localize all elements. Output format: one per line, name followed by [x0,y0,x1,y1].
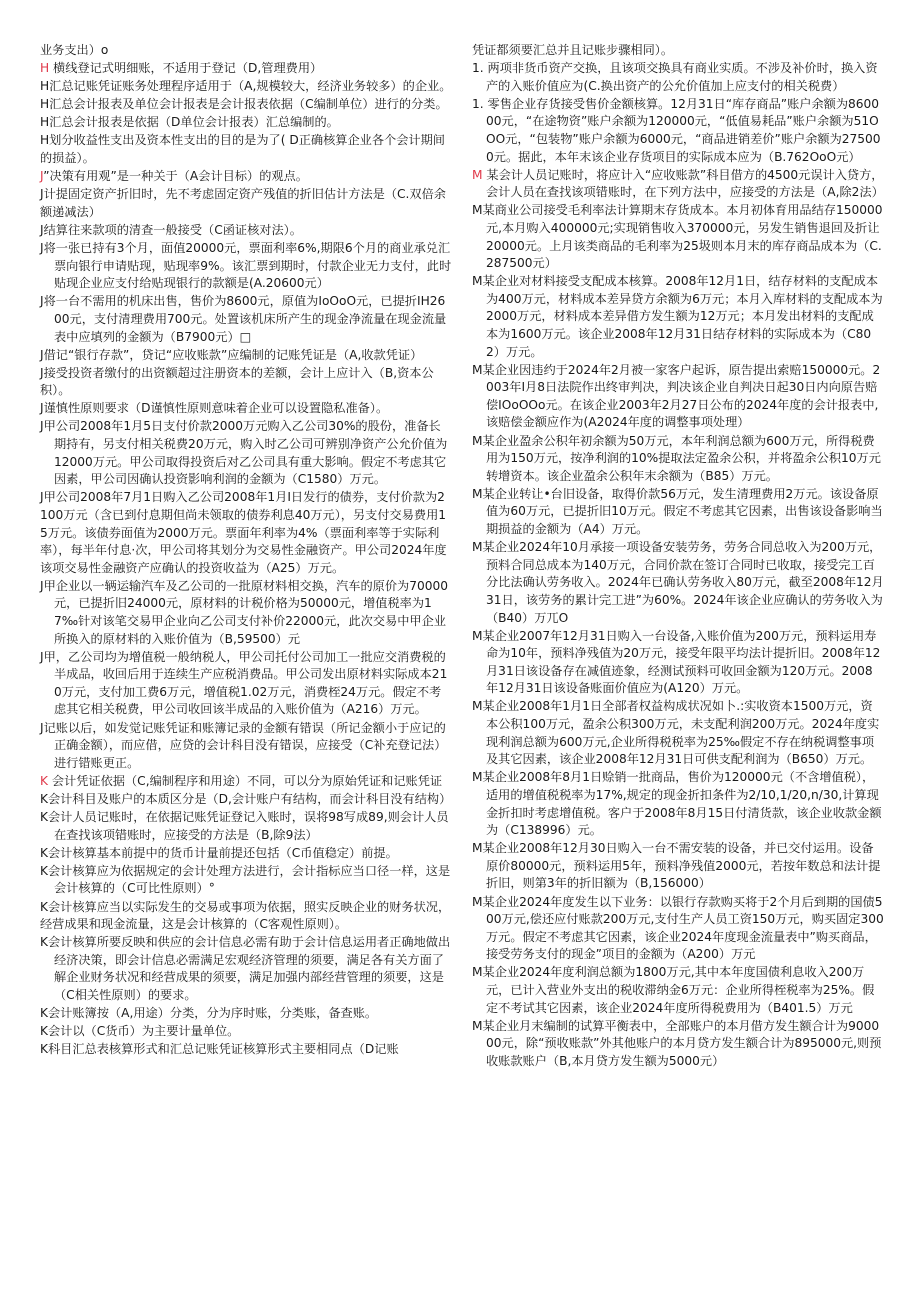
list-number: 1. [472,96,484,111]
entry-l21: K会计人员记账时，在依据记账凭证登记入账时，误将98写成89,则会计人员在查找该项错账时，应接受的方法是（B,除9法） [40,810,449,842]
entry-l23: K会计核算应为依据规定的会计处理方法进行，会计指标应当口径一样，这是会计核算的（C可比性原则）° [40,863,451,896]
entry-r15: M某企业2024年度利润总额为1800万元,其中本年度国债利息收入200万元，已计入营业外支出的税收滞纳金6万元：企业所得桎税率为25%。假定不考试其它因素，该企业2024年度所得税费用为（B401.5）万元 [472,965,875,1015]
entry-l3: H汇总会计报表及单位会计报表是会计报表依据（C编制单位）进行的分类。 [40,97,448,112]
entry-r0: 凭证都须要汇总并且记账步骤相同）。 [472,43,674,57]
entry-r13: M某企业2008年12月30日购入一台不需安装的设备，并已交付运用。设备原价80000元，预料运用5年，预料净残值2000元，若按年数总和法计提折旧，则第3年的折旧额为（B,156000） [472,841,881,891]
entry-l13: J谨慎性原则要求（D谨慎性原则意味着企业可以设置隐私准备）。 [40,401,389,416]
entry-r7: M某企业盈余公积年初余额为50万元，本年利润总额为600万元，所得税费用为150万元，按净利润的10%提取法定盈余公积，并将盈余公积10万元转增资本。该企业盈余公积年末余额为（B85）万元。 [472,433,881,483]
entry-r2: 1. 零售企业存货接受售价金额核算。12月31日“库存商品”账户余额为860000元，“在途物资”账户余额为120000元，“低值易耗品”账户余额为51OOO元，“包装物”账户余额为6000元，“商品进销差价”账户余额为275000元。据此，本年末该企业存货项目的实际成本应为（B.762OoO元） [472,96,881,164]
entry-r10: M某企业2007年12月31日购入一台设备,入账价值为200万元，预料运用寿命为10年，预料净残值为20万元，接受年限平均法计提折旧。2008年12月31日该设备存在减值迹象，经测试预料可收回金额为120万元。2008年12月31日该设备账面价值应为(A120）万元。 [472,628,881,696]
entry-l4: H汇总会计报表是依据（D单位会计报表）汇总编制的。 [40,115,339,130]
entry-r1: 1. 两项非货币资产交换，且该项交换具有商业实质。不涉及补价时，换入资产的入账价值应为(C.换出资产的公允价值加上应支付的相关税费） [472,61,878,93]
entry-r11: M某企业2008年1月1日全部者权益构成状况如卜.:实收资本1500万元，资本公积100万元，盈余公积300万元，未支配利润200万元。2024年度实现利润总额为600万元,企业所得税税率为25‰假定不存在纳税调整事项及其它因素，该企业2008年12月31日可供支配利润为（B650）万元。 [472,699,880,767]
entry-r16: M某企业月末编制的试算平衡表中，全部账户的本月借方发生额合计为900000元，除“预收账款”外其他账户的本月贷方发生额合计为895000元,则预收账款账户（B,本月贷方发生额为5000元） [472,1018,882,1068]
entry-l17: J甲，乙公司均为增值税一般纳税人，甲公司托付公司加工一批应交消费税的半成品，收回后用于连续生产应税消费品。甲公司发出原材料实际成本210万元，支付加工费6万元，增值税1.02万元，消费桎24万元。假定不考虑其它相关税费，甲公司收回该半成品的入账价值为（A216）万元。 [40,649,448,717]
entry-r6: M某企业因违约于2024年2月被一家客户起诉，原告提出索赔150000元。2003年I月8日法院作出终审判决，判决该企业自判决日起30日内向原告赔偿IOoOOo元。在该企业2003年2月27日公布的2024年度的会计报表中,该赔偿金额应作为(A2024年度的调整事项处理） [472,362,881,430]
left-column [40,42,452,1059]
entry-l16: J甲企业以一辆运输汽车及乙公司的一批原材料相交换，汽车的原价为70000元，已提折旧24000元，原材料的计税价格为50000元，增值税率为17‰针对该笔交易甲企业向乙公司支付补价22000元，此次交易中甲企业所换入的原材料的入账价值为（B,59500）元 [40,578,448,646]
entry-l28: K科目汇总表核算形式和汇总记账凭证核算形式主要相同点（D记账 [40,1042,399,1057]
section-letter-marker: H [40,61,50,76]
entry-l15: J甲公司2008年7月1日购入乙公司2008年1月I日发行的债券，支付价款为2100万元（含已到付息期但尚未领取的债券利息40万元），另支付交易费用15万元。该债券面值为2000万元。票面年利率为4%（票面利率等于实际利率），每半年付息·次，甲公司将其划分为交易性金融资产。甲公司2024年度该项交易性金融资产应确认的投资收益为（A25）万元。 [40,490,447,575]
entry-r5: M某企业对材料接受支配成本核算。2008年12月1日，结存材料的支配成本为400万元，材料成本差异贷方余额为6万元；本月入库材料的支配成本为2000万元，材料成本差异借方发生额为12万元；本月发出材料的支配成本为1600万元。该企业2008年12月31日结存材料的实际成本为（C802）万元。 [472,274,883,359]
list-number: 1. [472,61,484,76]
entry-r9: M某企业2024年10月承接一项设备安装劳务，劳务合同总收入为200万元，预料合同总成本为140万元，合同价款在签订合同时已收取，接受完工百分比法确认劳务收入。2024年已确认劳务收入80万元，截至2008年12月31日，该劳务的累计完工进”为60%。2024年该企业应确认的劳务收入为（B40）万兀O [472,540,884,625]
entry-l6: J”决策有用观”是一种关于（A会计目标）的观点。 [40,169,308,184]
section-letter-marker: K [40,773,48,788]
entry-l12: J接受投资者缴付的出资额超过注册资本的差额，会计上应计入（B,资本公积）。 [40,365,434,398]
entry-l7: J计提固定资产折旧时，先不考虑固定资产残值的折旧估计方法是（C.双倍余额递减法） [40,187,446,219]
entry-l14: J甲公司2008年1月5日支付价款2000万元购入乙公司30%的股份，准备长期持有，另支付相关税费20万元，购入时乙公司可辨别净资产公允价值为12000万元。甲公司取得投资后对乙公司具有重大影响。假定不考虑其它因素，甲公司因确认投资影响利润的金额为（C1580）万元。 [40,419,448,487]
entry-l20: K会计科目及账户的本质区分是（D,会计账户有结构，而会计科目没有结构） [40,791,452,806]
entry-l8: J结算往来款项的清查一般接受（C函证核对法）。 [40,222,302,237]
entry-l25: K会计核算所要反映和供应的会计信息必需有助于会计信息运用者正确地做出经济决策，即会计信息必需满足宏观经济管理的须要，满足各有关方面了解企业财务状况和经营成果的须要，满足加强内部经营管理的须要，这是（C相关性原则）的要求。 [40,935,451,1002]
entry-l27: K会计以（C货币）为主要计量单位。 [40,1024,240,1039]
entry-r12: M某企业2008年8月1日赊销一批商品，售价为120000元（不含增值税），适用的增值税税率为17%,规定的现金折扣条件为2/10,1/20,n/30,计算现金折扣时考虑增值税。客户于2008年8月15日付清货款，该企业收款金额为（C138996）元。 [472,770,882,838]
entry-r8: M某企业转让•台旧设备，取得价款56万元，发生清理费用2万元。该设备原值为60万元，已提折旧10万元。假定不考虑其它因素，出售该设备影响当期损益的金额为（A4）万元。 [472,486,883,537]
entry-l0: 业务支出）o [40,43,109,57]
entry-l11: J借记“银行存款”，贷记“应收账款”应编制的记账凭证是（A,收款凭证） [40,347,423,362]
section-letter-marker: J [40,169,44,184]
entry-r4: M某商业公司接受毛利率法计算期末存货成本。本月初体育用品结存150000元,本月购入400000元;实现销售收入370000元，另发生销售退回及折让20000元。上月该类商品的毛利率为25圾则本月末的库存商品成本为（C.287500元） [472,203,883,271]
entry-l26: K会计账簿按（A,用途）分类，分为序时账，分类账，备查账。 [40,1006,378,1021]
entry-l10: J将一台不需用的机床出售，售价为8600元，原值为IoOoO元，已提折IH2600元，支付清理费用700元。处置该机床所产生的现金净流量在现金流量表中应填列的金额为（B7900元）□ [40,294,447,344]
entry-l5: H划分收益性支出及资本性支出的目的是为了( D正确核算企业各个会计期间的损益）。 [40,133,445,166]
entry-l22: K会计核算基本前提中的货币计量前提还包括（C币值稳定）前提。 [40,845,398,860]
section-letter-marker: M [472,167,483,182]
entry-l2: H汇总记账凭证账务处理程序适用于（A,规模较大，经济业务较多）的企业。 [40,79,452,94]
entry-r14: M某企业2024年度发生以下业务：以银行存款购买将于2个月后到期的国债500万元,偿还应付账款200万元,支付生产人员工资150万元，购买固定300万元。假定不考虑其它因素，该企业2024年度现金流量表中”购买商品，接受劳务支付的现金”项目的金额为（A200）万元 [472,894,884,962]
entry-l9: J将一张已持有3个月，面值20000元，票面利率6%,期限6个月的商业承兑汇票向银行申请贴现，贴现率9%。该汇票到期时，付款企业无力支付，此时贴现企业应支付给贴现银行的款额是(A.20600元） [40,241,452,291]
entry-l18: J记账以后，如发觉记账凭证和账簿记录的金额有错误（所记金额小于应记的正确金额），而应借，应贷的会计科目没有错误，应接受（C补充登记法）进行错账更正。 [40,720,447,770]
entry-r3: M 某会计人员记账时，将应计入“应收账款”科目借方的4500元误计入贷方，会计人员在查找该项错账时，在下列方法中，应接受的方法是（A,除2法） [472,167,884,200]
entry-l24: K会计核算应当以实际发生的交易或事项为依据，照实反映企业的财务状况，经营成果和现金流量，这是会计核算的（C客观性原则）。 [40,899,451,932]
entry-l19: K 会计凭证依据（C,编制程序和用途）不同，可以分为原始凭证和记账凭证 [40,773,443,788]
right-column [472,42,884,1071]
entry-l1: H 横线登记式明细账，不适用于登记（D,管理费用） [40,61,323,76]
